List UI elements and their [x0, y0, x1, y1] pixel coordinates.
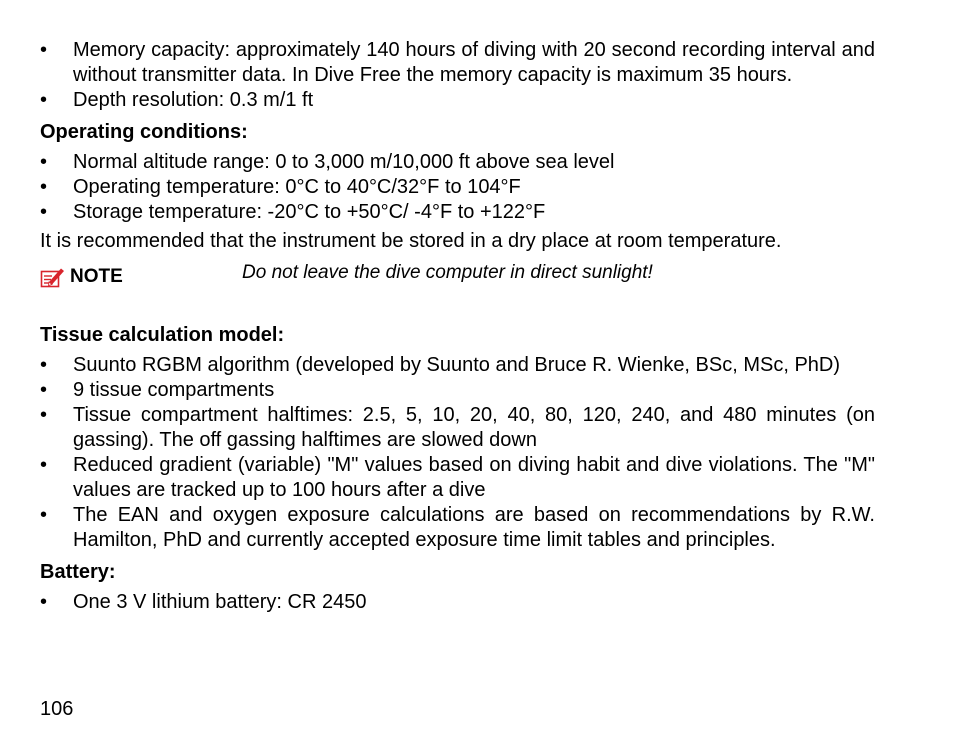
battery-list: [40, 590, 875, 615]
bullet-glyph: •: [40, 504, 48, 526]
bullet-glyph: •: [40, 454, 48, 476]
list-item: [40, 378, 875, 403]
document-page: [40, 38, 875, 615]
note-text: Do not leave the dive computer in direct sunlight!: [242, 262, 653, 283]
memory-list: [40, 38, 875, 113]
list-item-text: 9 tissue compartments: [73, 379, 275, 401]
list-item: [40, 503, 875, 553]
list-item: [40, 150, 875, 175]
battery-heading: Battery:: [40, 561, 116, 583]
tissue-model-heading: Tissue calculation model:: [40, 324, 285, 346]
bullet-glyph: •: [40, 591, 48, 613]
bullet-glyph: •: [40, 39, 48, 61]
list-item-text: Storage temperature: -20°C to +50°C/ -4°F to +122°F: [73, 201, 546, 223]
list-item-text: Operating temperature: 0°C to 40°C/32°F to 104°F: [73, 176, 521, 198]
list-item: [40, 353, 875, 378]
list-item: [40, 200, 875, 225]
tissue-model-list: [40, 353, 875, 553]
list-item: [40, 88, 875, 113]
list-item-text: The EAN and oxygen exposure calculations are based on recommendations by R.W. Hamilton, PhD and currently accepted exposure time limit tables and principles.: [73, 504, 875, 551]
operating-conditions-heading: Operating conditions:: [40, 121, 248, 143]
list-item-text: Depth resolution: 0.3 m/1 ft: [73, 89, 314, 111]
page-number: 106: [40, 698, 74, 720]
operating-conditions-list: [40, 150, 875, 225]
list-item: [40, 403, 875, 453]
bullet-glyph: •: [40, 201, 48, 223]
note-label: NOTE: [70, 266, 123, 287]
bullet-glyph: •: [40, 404, 48, 426]
list-item-text: One 3 V lithium battery: CR 2450: [73, 591, 367, 613]
note-label-group: [40, 266, 123, 288]
bullet-glyph: •: [40, 176, 48, 198]
list-item-text: Reduced gradient (variable) "M" values based on diving habit and dive violations. The "M" values are tracked up to 100 hours after a dive: [73, 454, 875, 501]
list-item-text: Normal altitude range: 0 to 3,000 m/10,000 ft above sea level: [73, 151, 615, 173]
list-item-text: Memory capacity: approximately 140 hours of diving with 20 second recording interval and without transmitter data. In Dive Free the memory capacity is maximum 35 hours.: [73, 39, 875, 86]
list-item-text: Suunto RGBM algorithm (developed by Suunto and Bruce R. Wienke, BSc, MSc, PhD): [73, 354, 841, 376]
list-item: [40, 453, 875, 503]
storage-recommendation: It is recommended that the instrument be stored in a dry place at room temperature.: [40, 230, 782, 252]
note-pencil-icon: [40, 266, 66, 288]
list-item: [40, 590, 875, 615]
list-item: [40, 175, 875, 200]
bullet-glyph: •: [40, 379, 48, 401]
bullet-glyph: •: [40, 354, 48, 376]
list-item: [40, 38, 875, 88]
bullet-glyph: •: [40, 151, 48, 173]
list-item-text: Tissue compartment halftimes: 2.5, 5, 10, 20, 40, 80, 120, 240, and 480 minutes (on gassing). The off gassing halftimes are slowed down: [73, 404, 875, 451]
bullet-glyph: •: [40, 89, 48, 111]
note-box: [40, 260, 875, 316]
